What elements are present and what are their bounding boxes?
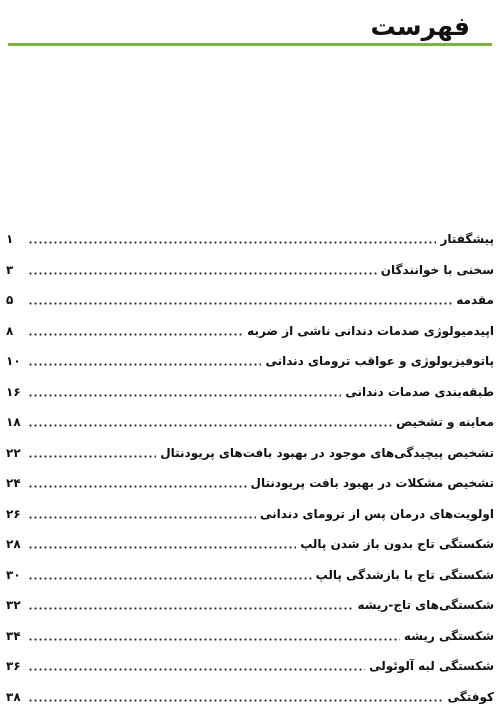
toc-entry-page: ۲۸ <box>6 537 24 551</box>
toc-entry-page: ۳۶ <box>6 659 24 673</box>
toc-entry[interactable] <box>6 224 494 255</box>
toc-entry-page: ۲۴ <box>6 476 24 490</box>
toc-entry[interactable] <box>6 499 494 530</box>
toc-entry[interactable] <box>6 346 494 377</box>
dot-leader <box>28 448 156 458</box>
toc-entry[interactable] <box>6 560 494 591</box>
toc-entry-page: ۱ <box>6 232 24 246</box>
toc-entry-title: اپیدمیولوژی صدمات دندانی ناشی از ضربه <box>247 324 494 338</box>
toc-entry-page: ۳۸ <box>6 690 24 704</box>
toc-entry-page: ۵ <box>6 293 24 307</box>
toc-entry-page: ۱۰ <box>6 354 24 368</box>
toc-entry[interactable] <box>6 438 494 469</box>
toc-entry-page: ۸ <box>6 324 24 338</box>
title-divider <box>8 43 492 46</box>
dot-leader <box>28 692 444 702</box>
dot-leader <box>28 417 392 427</box>
dot-leader <box>28 234 436 244</box>
dot-leader <box>28 600 353 610</box>
dot-leader <box>28 570 312 580</box>
toc-entry-page: ۲۶ <box>6 507 24 521</box>
dot-leader <box>28 478 247 488</box>
toc-entry-title: شکستگی لبه آلوئولی <box>369 659 494 673</box>
dot-leader <box>28 539 296 549</box>
toc-entry-page: ۱۶ <box>6 385 24 399</box>
toc-entry[interactable] <box>6 651 494 682</box>
dot-leader <box>28 387 341 397</box>
toc-entry-title: سخنی با خوانندگان <box>381 263 494 277</box>
toc-entry-page: ۱۸ <box>6 415 24 429</box>
toc-entry-page: ۳۰ <box>6 568 24 582</box>
dot-leader <box>28 661 365 671</box>
toc-entry-title: معاینه و تشخیص <box>396 415 494 429</box>
dot-leader <box>28 265 377 275</box>
toc-entry[interactable] <box>6 407 494 438</box>
toc-entry-title: مقدمه <box>456 293 494 307</box>
dot-leader <box>28 295 452 305</box>
toc-entry-title: اولویت‌های درمان پس از ترومای دندانی <box>260 507 494 521</box>
table-of-contents <box>6 224 494 712</box>
toc-entry-title: طبقه‌بندی صدمات دندانی <box>345 385 494 399</box>
toc-entry-title: پیشگفتار <box>440 232 494 246</box>
dot-leader <box>28 509 256 519</box>
page-title: فهرست <box>371 12 470 41</box>
toc-entry-page: ۳۲ <box>6 598 24 612</box>
toc-entry-title: شکستگی‌های تاج-ریشه <box>357 598 494 612</box>
toc-entry[interactable] <box>6 590 494 621</box>
toc-entry-page: ۳۴ <box>6 629 24 643</box>
toc-entry-page: ۲۲ <box>6 446 24 460</box>
toc-entry-title: شکستگی ریشه <box>404 629 494 643</box>
toc-entry[interactable] <box>6 682 494 712</box>
dot-leader <box>28 631 400 641</box>
toc-entry-title: تشخیص پیچیدگی‌های موجود در بهبود بافت‌های پریودنتال <box>160 446 494 460</box>
toc-entry[interactable] <box>6 468 494 499</box>
toc-entry-title: شکستگی تاج بدون باز شدن پالپ <box>300 537 494 551</box>
dot-leader <box>28 326 243 336</box>
toc-entry[interactable] <box>6 377 494 408</box>
toc-entry[interactable] <box>6 621 494 652</box>
toc-entry[interactable] <box>6 529 494 560</box>
dot-leader <box>28 356 261 366</box>
toc-entry[interactable] <box>6 316 494 347</box>
toc-entry-title: کوفتگی <box>448 690 494 704</box>
toc-entry[interactable] <box>6 285 494 316</box>
toc-entry-title: تشخیص مشکلات در بهبود بافت پریودنتال <box>251 476 494 490</box>
toc-entry[interactable] <box>6 255 494 286</box>
toc-entry-title: پاتوفیزیولوژی و عواقب ترومای دندانی <box>265 354 494 368</box>
toc-entry-title: شکستگی تاج با بازشدگی پالپ <box>316 568 494 582</box>
toc-entry-page: ۳ <box>6 263 24 277</box>
